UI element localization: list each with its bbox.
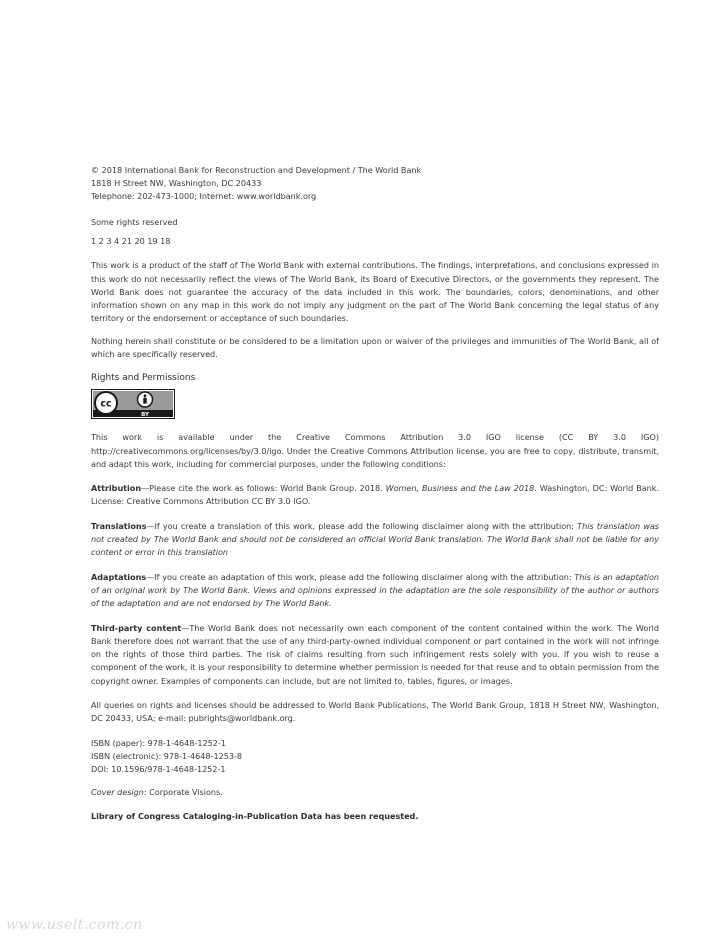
attribution-label: Attribution <box>91 483 142 494</box>
attribution-title: Women, Business and the Law 2018 <box>385 483 535 494</box>
contact-line: Telephone: 202-473-1000; Internet: www.worldbank.org <box>91 191 317 202</box>
copyright-page <box>91 164 659 823</box>
translations-disclaimer: This translation was not created by The World Bank and should not be considered an official World Bank translation. The World Bank shall not be liable for any content or error in this translation <box>91 520 660 558</box>
svg-text:cc: cc <box>100 398 112 410</box>
isbn-electronic: ISBN (electronic): 978-1-4648-1253-8 <box>91 750 242 761</box>
rights-reserved: Some rights reserved <box>91 216 178 227</box>
translations-text: —If you create a translation of this work, please add the following disclaimer along with the attribution: <box>146 520 578 531</box>
translations-paragraph <box>91 520 659 560</box>
cc-by-license-badge-icon <box>91 389 175 419</box>
watermark-text: www.uselt.com.cn <box>6 917 143 933</box>
disclaimer-paragraph: This work is a product of the staff of The World Bank with external contributions. The findings, interpretations, and conclusions expressed in this work do not necessarily reflect the views of The World Bank, its Board of Executive Directors, or the governments they represent. The World Bank does not guarantee the accuracy of the data included in this work. The boundaries, colors, denominations, and other information shown on any map in this work do not imply any judgment on the part of The World Bank concerning the legal status of any territory or the endorsement or acceptance of such boundaries. <box>91 260 659 324</box>
doi: DOI: 10.1596/978-1-4648-1252-1 <box>91 764 226 775</box>
rights-heading: Rights and Permissions <box>91 373 196 384</box>
translations-label: Translations <box>91 520 147 531</box>
address-line: 1818 H Street NW, Washington, DC 20433 <box>91 178 262 189</box>
queries-paragraph: All queries on rights and licenses should be addressed to World Bank Publications, The World Bank Group, 1818 H Street NW, Washington, DC 20433, USA; e-mail: pubrights@worldbank.org. <box>91 700 659 724</box>
attribution-text: —Please cite the work as follows: World Bank Group. 2018. <box>141 483 386 494</box>
isbn-paper: ISBN (paper): 978-1-4648-1252-1 <box>91 737 226 748</box>
adaptations-text: —If you create an adaptation of this work, please add the following disclaimer along with the attribution: <box>146 571 575 582</box>
attribution-paragraph <box>91 482 659 509</box>
third-party-text: —The World Bank does not necessarily own each component of the content contained within the work. The World Bank therefore does not warrant that the use of any third-party-owned individual component or part contained in the work will not infringe on the rights of those third parties. The risk of claims resulting from such infringement rests solely with you. If you wish to reuse a component of the work, it is your responsibility to determine whether permission is needed for that reuse and to obtain permission from the copyright owner. Examples of components can include, but are not limited to, tables, figures, or images. <box>91 622 659 686</box>
attribution-text-2: . Washington, DC: World Bank. License: Creative Commons Attribution CC BY 3.0 IGO. <box>91 483 659 507</box>
third-party-paragraph <box>91 622 659 688</box>
copyright-line: © 2018 International Bank for Reconstruction and Development / The World Bank <box>91 165 422 175</box>
privileges-paragraph: Nothing herein shall constitute or be considered to be a limitation upon or waiver of the privileges and immunities of The World Bank, all of which are specifically reserved. <box>91 335 659 359</box>
third-party-label: Third-party content <box>91 622 182 633</box>
isbn-block <box>91 737 659 777</box>
printing-numbers: 1 2 3 4 21 20 19 18 <box>91 235 171 246</box>
cover-design-text: : Corporate Visions. <box>143 787 223 798</box>
cover-design-label: Cover design <box>91 787 144 798</box>
license-paragraph: This work is available under the Creative Commons Attribution 3.0 IGO license (CC BY 3.0 IGO) http://creativecommons.org/licenses/by/3.0/igo. Under the Creative Commons Attribution license, you are free to copy, distribute, transmit, and adapt this work, including for commercial purposes, under the following conditions: <box>91 432 659 469</box>
cip-statement: Library of Congress Cataloging-in-Publication Data has been requested. <box>91 810 419 821</box>
adaptations-paragraph <box>91 571 659 611</box>
cc-badge-label: BY <box>141 412 149 419</box>
adaptations-label: Adaptations <box>91 571 147 582</box>
cover-design-credit <box>91 786 659 799</box>
adaptations-disclaimer: This is an adaptation of an original work by The World Bank. Views and opinions expressed in the adaptation are the sole responsibility of the author or authors of the adaptation and are not endorsed by The World Bank. <box>91 571 659 609</box>
copyright-block <box>91 164 659 204</box>
